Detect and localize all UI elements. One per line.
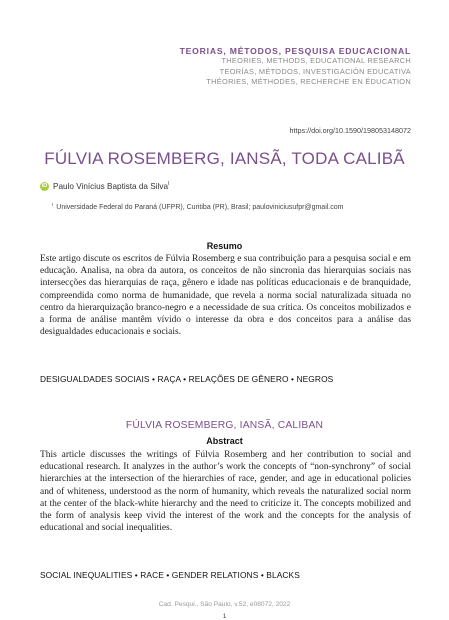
- page-number: 1: [222, 613, 227, 620]
- resumo-heading: Resumo: [206, 241, 243, 251]
- affiliation-marker: I: [52, 202, 54, 207]
- abstract-text: This article discusses the writings of Fúlvia Rosemberg and her contribution to social and educational research. It analyzes in the author’s work the concepts of “non-synchrony” of social hierarchies at the intersection of the hierarchies of race, gender, and age in educational policies and of whiteness, understood as the norm of humanity, which reveals the naturalized social norm at the center of the black-white hierarchy and the need to criticize it. The concepts mobilized and the form of analysis keep vivid the interest of the work and the concepts for the analysis of educational and social inequalities.: [40, 450, 411, 534]
- section-header: [180, 46, 411, 88]
- affiliation-text: Universidade Federal do Paraná (UFPR), Curitiba (PR), Brasil; paulovinicius​ufpr@gmail.com: [56, 204, 344, 211]
- abstract-keywords: SOCIAL INEQUALITIES • RACE • GENDER RELATIONS • BLACKS: [40, 570, 300, 580]
- orcid-icon[interactable]: iD: [41, 182, 48, 189]
- affiliation: [52, 202, 343, 211]
- section-translation-en: THEORIES, METHODS, EDUCATIONAL RESEARCH: [221, 56, 411, 65]
- section-translation-fr: THÉORIES, MÉTHODES, RECHERCHE EN ÉDUCATION: [206, 77, 411, 86]
- footer-citation: Cad. Pesqui., São Paulo, v.52, e08072, 2022: [158, 601, 291, 608]
- section-name: TEORIAS, MÉTODOS, PESQUISA EDUCACIONAL: [179, 46, 411, 56]
- english-title: FÚLVIA ROSEMBERG, IANSÃ, CALIBAN: [125, 420, 324, 431]
- author-name: Paulo Vinícius Baptista da Silva$^I$: [53, 181, 170, 191]
- author-affiliation-marker: I: [168, 181, 170, 187]
- doi-link[interactable]: https://doi.org/10.1590/198053148072: [289, 126, 411, 135]
- resumo-text: Este artigo discute os escritos de Fúlvia Rosemberg e sua contribuição para a pesquisa social e em educação. Analisa, na obra da autora, os conceitos de não sincronia das hierarquias sociais nas intersecções das hierarquias de raça, gênero e idade nas políticas educacionais e de branquidade, compreendida como norma de humanidade, que revela a norma social naturalizada situada no centro da hierarquização branco-negro e a necessidade de sua crítica. Os conceitos mobilizados e a forma de análise mantêm vívido o interesse da obra e dos conceitos para a análise das desigualdades educacionais e sociais.: [40, 254, 411, 338]
- abstract-heading: Abstract: [206, 436, 243, 446]
- author-line: [40, 181, 169, 191]
- resumo-keywords: DESIGUALDADES SOCIAIS • RAÇA • RELAÇÕES DE GÊNERO • NEGROS: [40, 374, 334, 384]
- section-translation-es: TEORÍAS, MÉTODOS, INVESTIGACIÓN EDUCATIVA: [219, 66, 411, 76]
- article-title: FÚLVIA ROSEMBERG, IANSÃ, TODA CALIBÃ: [44, 149, 405, 168]
